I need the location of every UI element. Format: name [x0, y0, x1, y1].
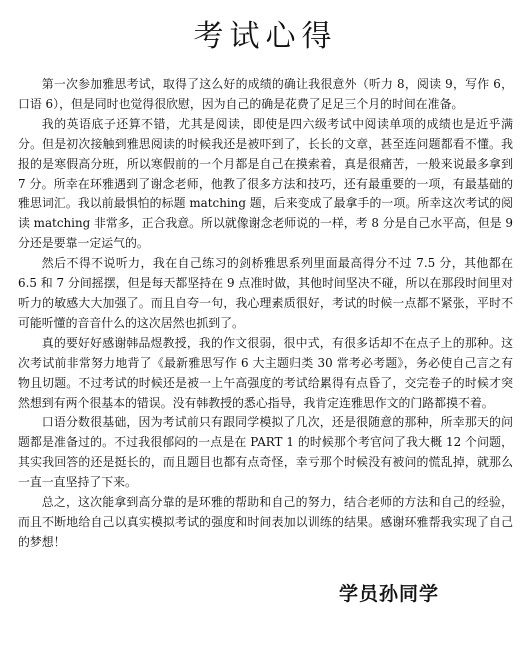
- paragraph-intro: 第一次参加雅思考试，取得了这么好的成绩的确让我很意外（听力 8，阅读 9，写作 6，口语 6），但是同时也觉得很欣慰，因为自己的确是花费了足足三个月的时间在准备。: [18, 77, 513, 111]
- paragraph-reading: 我的英语底子还算不错，尤其是阅读，即使是四六级考试中阅读单项的成绩也是近乎满分。但是初次接触到雅思阅读的时候我还是被吓到了，长长的文章，甚至连问题都看不懂。我报的是寒假高分班，所以寒假前的一个月都是自己在摸索着，真是很痛苦，一般来说最多拿到 7 分。所幸在环雅遇到了谢念老师，他教了很多方法和技巧，还有最重要的一项，有最基础的雅思词汇。我以前最惧怕的标题 matching 题，后来变成了最拿手的一项。所幸这次考试的阅读 matching 非常多，正合我意。所以就像谢念老师说的一样，考 8 分是自己水平高，但是 9 分还是要靠一定运气的。: [18, 116, 513, 251]
- paragraph-listening: 然后不得不说听力，我在自己练习的剑桥雅思系列里面最高得分不过 7.5 分，其他都在 6.5 和 7 分间摇摆，但是每天都坚持在 9 点准时做，其他时间坚决不碰，所以在那段时间里对听力的敏感大大加强了。而且自夸一句，我心理素质很好，考试的时候一点都不紧张，平时不可能听懂的音音什么的这次居然也抓到了。: [18, 256, 513, 330]
- paragraph-summary: 总之，这次能拿到高分靠的是环雅的帮助和自己的努力，结合老师的方法和自己的经验，而且不断地给自己以真实模拟考试的强度和时间表加以训练的结果。感谢环雅帮我实现了自己的梦想！: [18, 495, 513, 549]
- paragraph-speaking: 口语分数很基础，因为考试前只有跟同学模拟了几次，还是很随意的那种，所幸那天的问题都是准备过的。不过我很郁闷的一点是在 PART 1 的时候那个考官问了我大概 12 个问题，其实我回答的还是挺长的，而且题目也都有点奇怪，幸亏那个时候没有被问的慌乱掉，就那么一直一直坚持了下来。: [18, 415, 513, 490]
- signature: 学员孙同学: [339, 583, 440, 605]
- document-title: 考试心得: [193, 19, 338, 54]
- document-body: [18, 75, 513, 553]
- paragraph-writing: 真的要好好感谢韩品煜教授，我的作文很弱，很中式，有很多话却不在点子上的那种。这次考试前非常努力地背了《最新雅思写作 6 大主题归类 30 常考必考题》，务必使自己言之有物且切题。不过考试的时候还是被一上午高强度的考试给累得有点昏了，交完卷子的时候才突然想到有两个很基本的错误。没有韩教授的悉心指导，我肯定连雅思作文的门路都摸不着。: [18, 335, 513, 410]
